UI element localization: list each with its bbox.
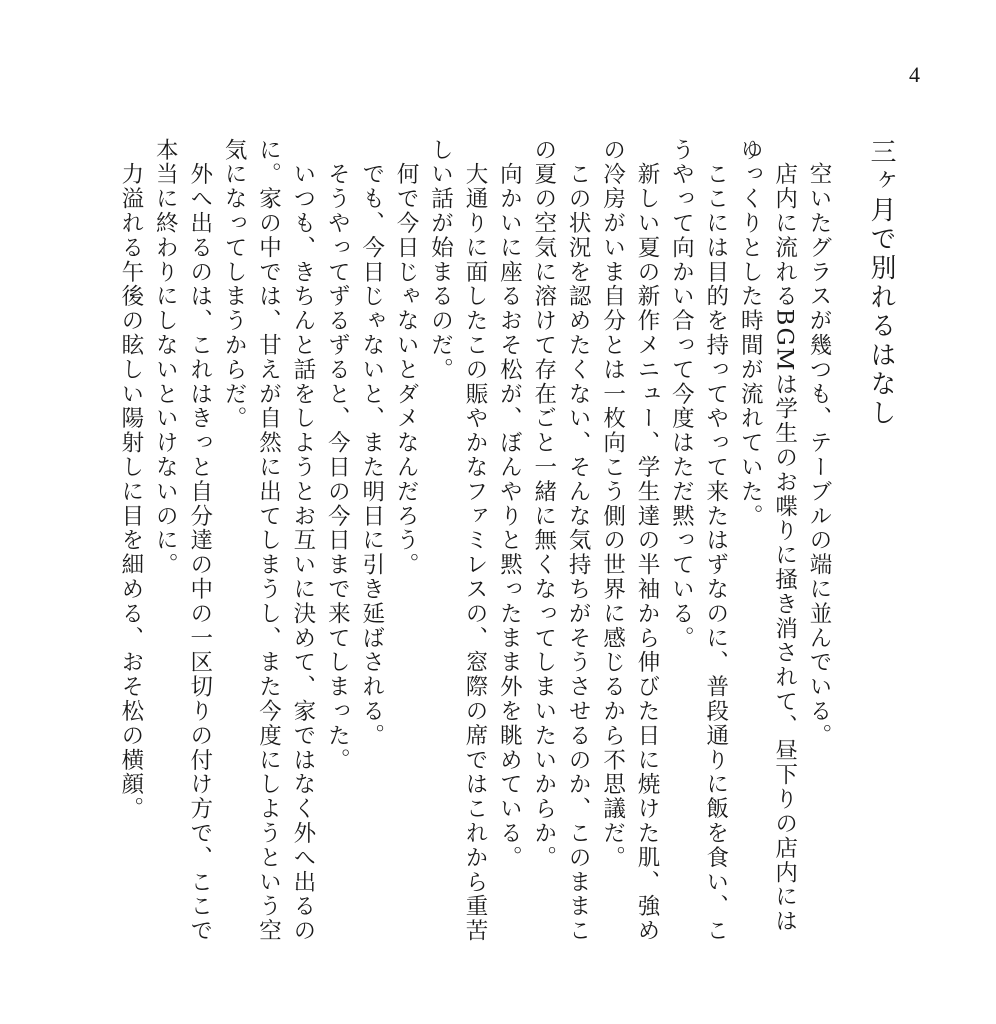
paragraph: 何で今日じゃないとダメなんだろう。 (393, 138, 420, 578)
paragraph: 店内に流れるBGMは学生のお喋りに掻き消されて、昼下りの店内にはゆっくりとした時間が流れていた。 (737, 138, 798, 934)
body-text (113, 138, 836, 958)
paragraph: 外へ出るのは、これはきっと自分達の中の一区切りの付け方で、ここで本当に終わりにしないといけないのに。 (152, 138, 213, 944)
paragraph: いつも、きちんと話をしようとお互いに決めて、家ではなく外へ出るのに。家の中では、甘えが自然に出てしまうし、また今度にしようという空気になってしまうからだ。 (221, 138, 316, 944)
paragraph: 空いたグラスが幾つも、テーブルの端に並んでいる。 (806, 138, 832, 748)
story-title: 三ヶ月で別れるはなし (866, 138, 896, 428)
page-number: 4 (909, 62, 920, 87)
paragraph: そうやってずるずると、今日の今日まで来てしまった。 (324, 138, 351, 773)
paragraph: ここには目的を持ってやって来たはずなのに、普段通りに飯を食い、こうやって向かい合って今度はただ黙っている。 (668, 138, 729, 944)
paragraph: この状況を認めたくない、そんな気持ちがそうさせるのか、このままこの夏の空気に溶けて存在ごと一緒に無くなってしまいたいからか。 (530, 138, 592, 944)
paragraph: 新しい夏の新作メニュー、学生達の半袖から伸びた日に焼けた肌、強めの冷房がいま自分とは一枚向こう側の世界に感じるから不思議だ。 (599, 138, 660, 944)
paragraph: 力溢れる午後の眩しい陽射しに目を細める、おそ松の横顔。 (117, 138, 144, 822)
paragraph: 大通りに面したこの賑やかなファミレスの、窓際の席ではこれから重苦しい話が始まるのだ。 (427, 138, 488, 944)
paragraph: 向かいに座るおそ松が、ぼんやりと黙ったまま外を眺めている。 (496, 138, 523, 870)
paragraph: でも、今日じゃないと、また明日に引き延ばされる。 (358, 138, 385, 748)
